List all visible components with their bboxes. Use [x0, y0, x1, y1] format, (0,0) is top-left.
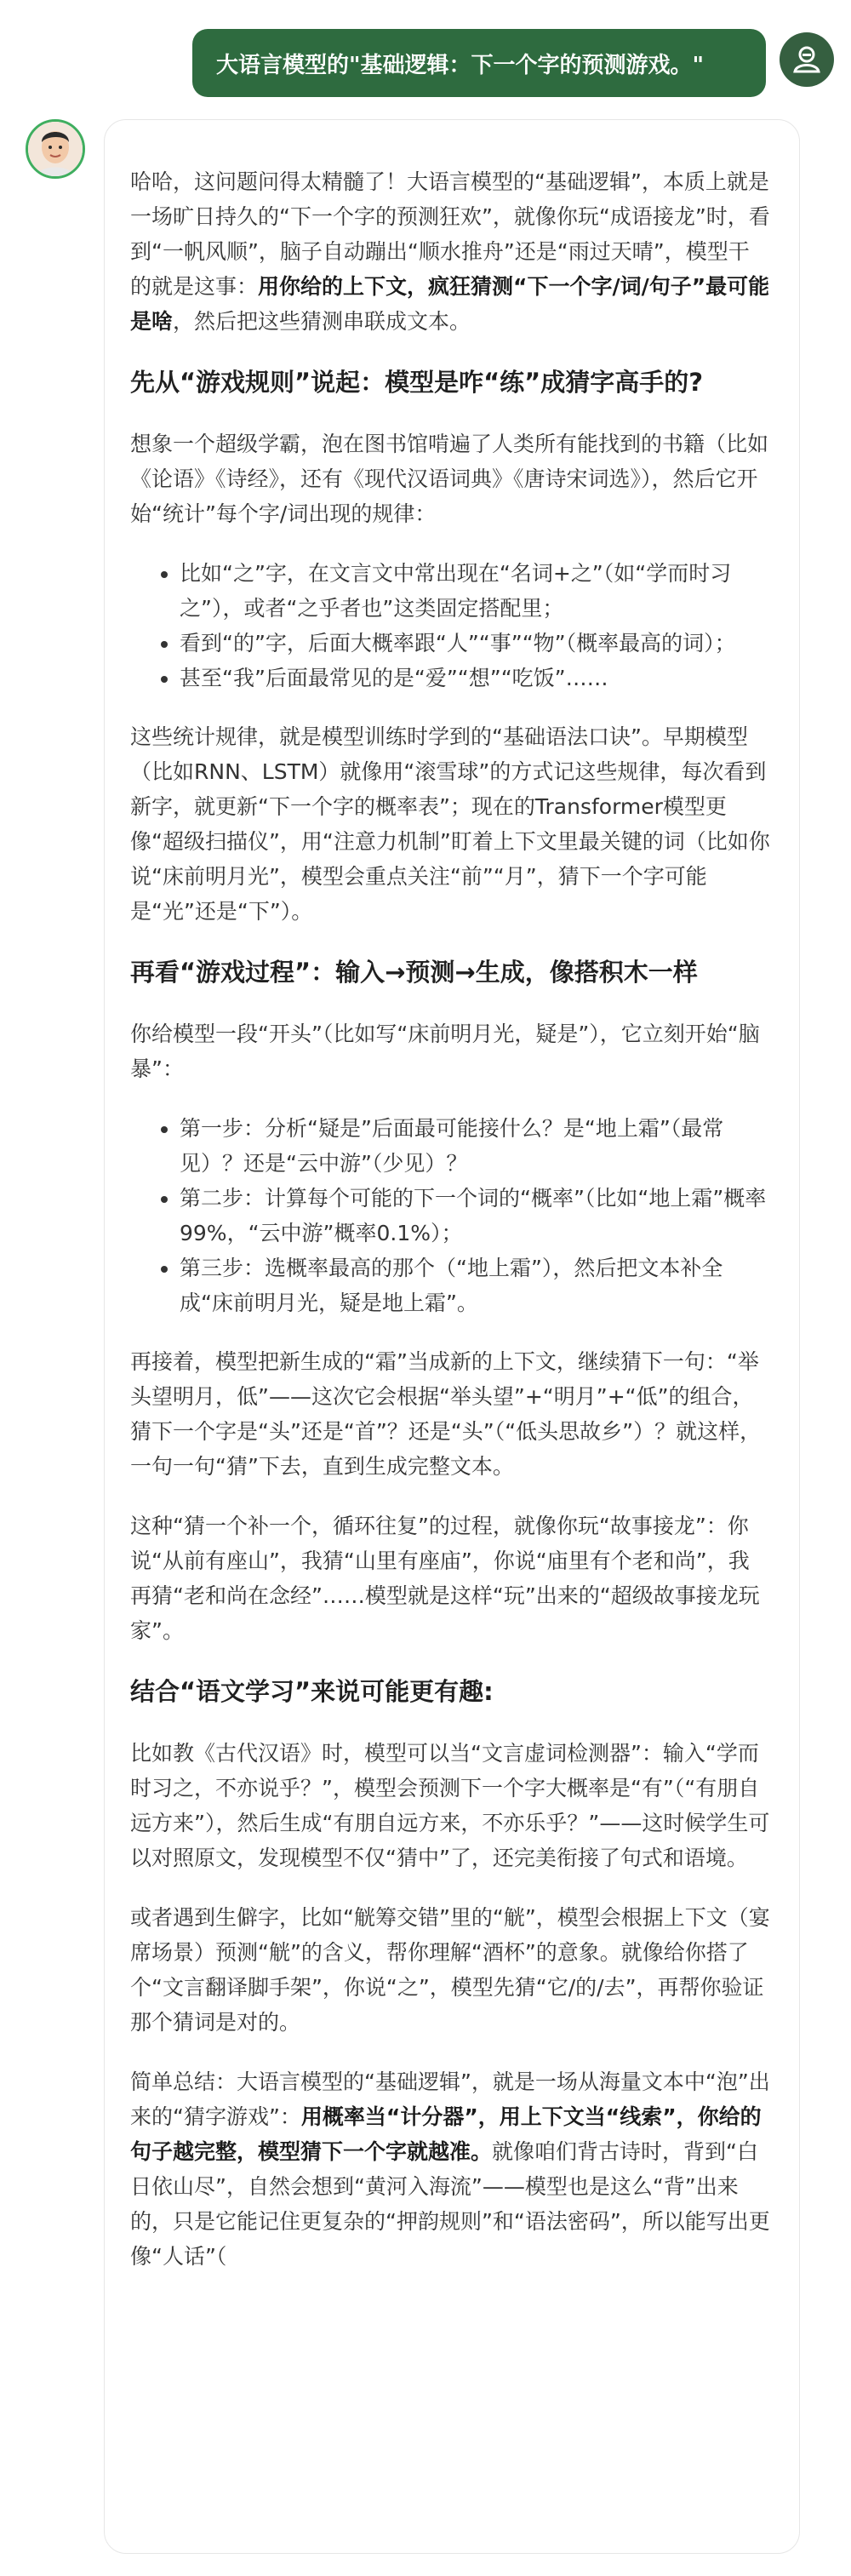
paragraph: 你给模型一段“开头”（比如写“床前明月光，疑是”），它立刻开始“脑暴”： — [130, 1022, 760, 1081]
list-item: • 第三步：选概率最高的那个（“地上霜”），然后把文本补全成“床前明月光，疑是地上霜”。 — [180, 1251, 770, 1320]
bullet-list-rules — [130, 556, 770, 696]
intro-paragraph: 哈哈，这问题问得太精髓了！大语言模型的“基础逻辑”，本质上就是一场旷日持久的“下一个字的预测狂欢”，就像你玩“成语接龙”时，看到“一帆风顺”，脑子自动蹦出“顺水推舟”还是“雨过天晴”，模型干的就是这事：用你给的上下文，疯狂猜测“下一个字/词/句子”最可能是啥，然后把这些猜测串联成文本。 — [130, 169, 770, 334]
assistant-avatar[interactable] — [26, 119, 85, 179]
section-heading-rules: 先从“游戏规则”说起：模型是咋“练”成猜字高手的? — [130, 368, 704, 397]
section-heading-process: 再看“游戏过程”：输入→预测→生成，像搭积木一样 — [130, 958, 698, 987]
intro-emphasis: 用你给的上下文，疯狂猜测“下一个字/词/句子”最可能是啥 — [130, 274, 770, 334]
list-item: • 第一步：分析“疑是”后面最可能接什么？是“地上霜”（最常见）？还是“云中游”（少见）？ — [180, 1111, 770, 1181]
list-item: • 甚至“我”后面最常见的是“爱”“想”“吃饭”…… — [180, 661, 770, 696]
user-message-text: 大语言模型的"基础逻辑：下一个字的预测游戏。" — [216, 52, 705, 78]
summary-emphasis: 用概率当“计分器”，用上下文当“线索”，你给的句子越完整，模型猜下一个字就越准。 — [130, 2104, 762, 2164]
paragraph: 再接着，模型把新生成的“霜”当成新的上下文，继续猜下一句：“举头望明月，低”——这次它会根据“举头望”+“明月”+“低”的组合，猜下一个字是“头”还是“首”？还是“头”（“低头思故乡”）？就这样，一句一句“猜”下去，直到生成完整文本。 — [130, 1349, 762, 1479]
bullet-list-steps — [130, 1111, 770, 1320]
summary-paragraph: 简单总结：大语言模型的“基础逻辑”，就是一场从海量文本中“泡”出来的“猜字游戏”：用概率当“计分器”，用上下文当“线索”，你给的句子越完整，模型猜下一个字就越准。就像咱们背古诗时，背到“白日依山尽”，自然会想到“黄河入海流”——模型也是这么“背”出来的，只是它能记住更复杂的“押韵规则”和“语法密码”，所以能写出更像“人话”（ — [130, 2069, 770, 2269]
paragraph: 这种“猜一个补一个，循环往复”的过程，就像你玩“故事接龙”：你说“从前有座山”，我猜“山里有座庙”，你说“庙里有个老和尚”，我再猜“老和尚在念经”……模型就是这样“玩”出来的“超级故事接龙玩家”。 — [130, 1514, 760, 1643]
paragraph: 想象一个超级学霸，泡在图书馆啃遍了人类所有能找到的书籍（比如《论语》《诗经》，还有《现代汉语词典》《唐诗宋词选》），然后它开始“统计”每个字/词出现的规律： — [130, 432, 769, 526]
list-item: • 比如“之”字，在文言文中常出现在“名词+之”（如“学而时习之”），或者“之乎者也”这类固定搭配里； — [180, 556, 770, 626]
assistant-message-bubble — [104, 119, 800, 2554]
paragraph: 或者遇到生僻字，比如“觥筹交错”里的“觥”，模型会根据上下文（宴席场景）预测“觥”的含义，帮你理解“酒杯”的意象。就像给你搭了个“文言翻译脚手架”，你说“之”，模型先猜“它/的/去”，再帮你验证那个猜词是对的。 — [130, 1905, 770, 2035]
assistant-avatar-icon — [28, 122, 83, 176]
list-item: • 看到“的”字，后面大概率跟“人”“事”“物”（概率最高的词）； — [180, 626, 770, 661]
section-heading-chinese-learning: 结合“语文学习”来说可能更有趣: — [130, 1677, 494, 1706]
user-message-row — [0, 29, 851, 97]
user-avatar[interactable] — [780, 32, 834, 87]
paragraph: 这些统计规律，就是模型训练时学到的“基础语法口诀”。早期模型（比如RNN、LSTM）就像用“滚雪球”的方式记这些规律，每次看到新字，就更新“下一个字的概率表”；现在的Transformer模型更像“超级扫描仪”，用“注意力机制”盯着上下文里最关键的词（比如你说“床前明月光”，模型会重点关注“前”“月”，猜下一个字可能是“光”还是“下”）。 — [130, 724, 770, 924]
list-item: • 第二步：计算每个可能的下一个词的“概率”（比如“地上霜”概率99%，“云中游”概率0.1%）； — [180, 1181, 770, 1251]
user-avatar-icon — [790, 43, 824, 77]
user-message-bubble — [192, 29, 766, 97]
paragraph: 比如教《古代汉语》时，模型可以当“文言虚词检测器”：输入“学而时习之，不亦说乎？”，模型会预测下一个字大概率是“有”（“有朋自远方来”），然后生成“有朋自远方来，不亦乐乎？”——这时候学生可以对照原文，发现模型不仅“猜中”了，还完美衔接了句式和语境。 — [130, 1741, 770, 1870]
